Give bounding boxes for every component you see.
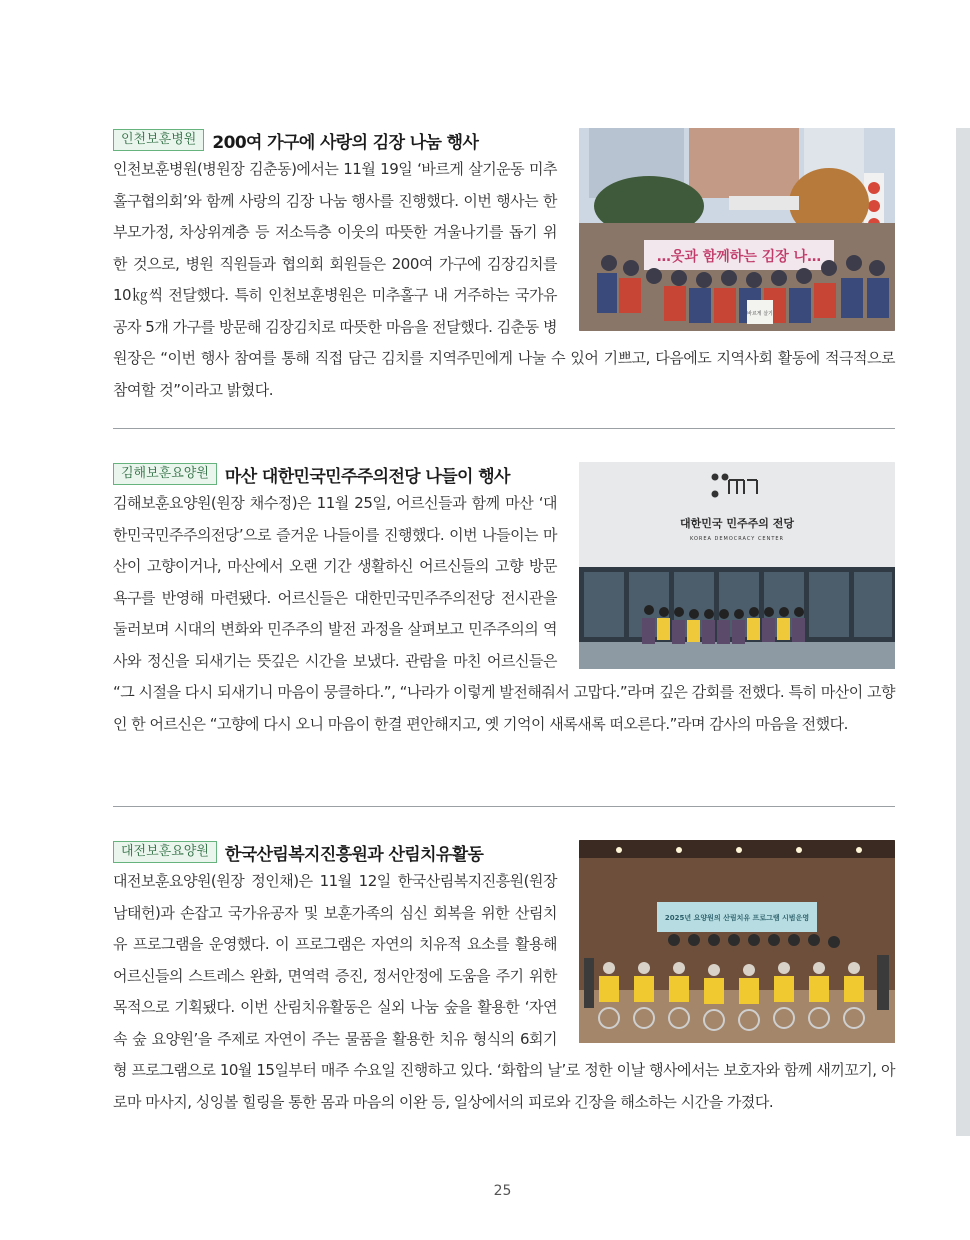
side-bar — [956, 128, 970, 1136]
article-title: 마산 대한민국민주주의전당 나들이 행사 — [224, 466, 510, 487]
photo-sign-korean: 대한민국 민주주의 전당 — [680, 517, 794, 530]
section-divider — [113, 806, 895, 807]
article-incheon — [113, 126, 895, 406]
page-number: 25 — [493, 1183, 512, 1199]
forest-healing-photo — [579, 840, 895, 1043]
photo-banner-text: 2025년 요양원의 산림치유 프로그램 시범운영 — [664, 914, 810, 922]
institution-tag: 인천보훈병원 — [113, 129, 204, 151]
photo-sign-text: 바르게 살기 — [747, 311, 773, 317]
article-gimhae — [113, 460, 895, 740]
institution-tag: 대전보훈요양원 — [113, 841, 217, 863]
photo-banner-text: …웃과 함께하는 김장 나… — [656, 249, 822, 265]
article-body: 대전보훈요양원(원장 정인채)은 11월 12일 한국산림복지진흥원(원장 남태헌)과 손잡고 국가유공자 및 보훈가족의 심신 회복을 위한 산림치유 프로그램을 운영했다. 이 프로그램은 자연의 치유적 요소를 활용해 어르신들의 스트레스 완화, 면역력 증진, 정서안정에 도움을 주기 위한 목적으로 기획됐다. 이번 산림치유활동은 실외 나눔 숲을 활용한 ‘자연 속 숲 요양원’을 주제로 자연이 주는 물품을 활용한 치유 형식의 6회기형 프로그램으로 10월 15일부터 매주 수요일 진행하고 있다. ‘화합의 날’로 정한 이날 행사에서는 보호자와 함께 새끼꼬기, 아로마 마사지, 싱잉볼 힐링을 통한 몸과 마음의 이완 등, 일상에서의 피로와 긴장을 해소하는 시간을 가졌다. — [113, 872, 895, 1111]
article-title: 한국산림복지진흥원과 산림치유활동 — [224, 844, 484, 865]
article-body: 김해보훈요양원(원장 채수정)은 11월 25일, 어르신들과 함께 마산 ‘대한민국민주주의전당’으로 즐거운 나들이를 진행했다. 이번 나들이는 마산이 고향이거나, 마산에서 오랜 기간 생활하신 어르신들의 고향 방문 욕구를 반영해 마련됐다. 어르신들은 대한민국민주주의전당 전시관을 둘러보며 시대의 변화와 민주주의 발전 과정을 살펴보고 민주주의의 역사와 정신을 되새기는 뜻깊은 시간을 보냈다. 관람을 마친 어르신들은 “그 시절을 다시 되새기니 마음이 뭉클하다.”, “나라가 이렇게 발전해줘서 고맙다.”라며 깊은 감회를 전했다. 특히 마산이 고향인 한 어르신은 “고향에 다시 오니 마음이 한결 편안해지고, 옛 기억이 새록새록 떠오른다.”라며 감사의 마음을 전했다. — [113, 494, 895, 733]
kimchi-event-photo — [579, 128, 895, 331]
article-body: 인천보훈병원(병원장 김춘동)에서는 11월 19일 ‘바르게 살기운동 미추홀구협의회’와 함께 사랑의 김장 나눔 행사를 진행했다. 이번 행사는 한부모가정, 차상위계층 등 저소득층 이웃의 따뜻한 겨울나기를 돕기 위한 것으로, 병원 직원들과 협의회 회원들은 200여 가구에 김장김치를 10㎏씩 전달했다. 특히 인천보훈병원은 미추홀구 내 거주하는 국가유공자 5개 가구를 방문해 김장김치로 따뜻한 마음을 전달했다. 김춘동 병원장은 “이번 행사 참여를 통해 직접 담근 김치를 지역주민에게 나눌 수 있어 기쁘고, 다음에도 지역사회 활동에 적극적으로 참여할 것”이라고 밝혔다. — [113, 160, 895, 399]
article-title: 200여 가구에 사랑의 김장 나눔 행사 — [212, 132, 479, 153]
article-daejeon — [113, 838, 895, 1118]
democracy-center-photo — [579, 462, 895, 669]
photo-sign-english: KOREA DEMOCRACY CENTER — [689, 536, 785, 542]
institution-tag: 김해보훈요양원 — [113, 463, 217, 485]
section-divider — [113, 428, 895, 429]
